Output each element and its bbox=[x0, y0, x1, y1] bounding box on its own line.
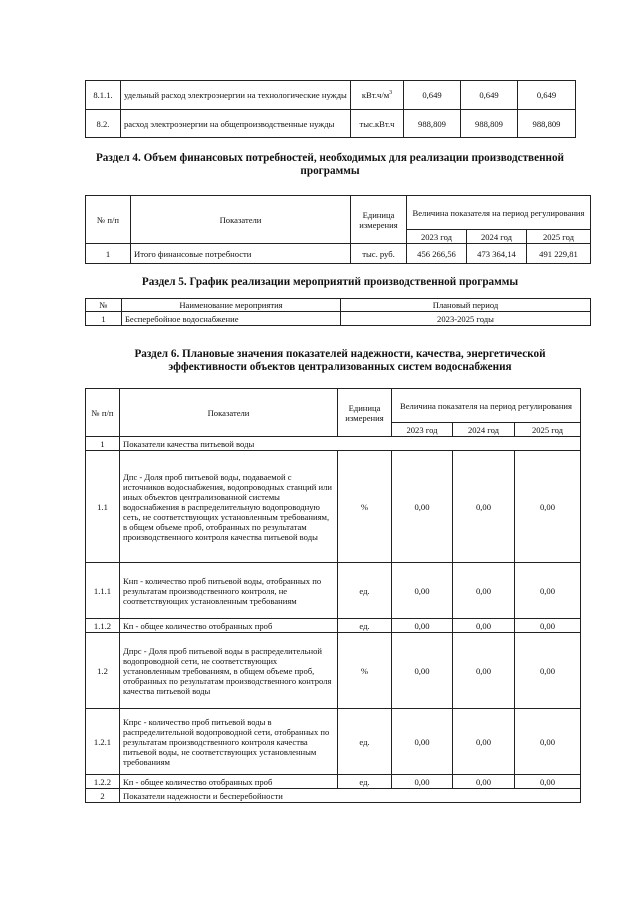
value-2023: 0,649 bbox=[404, 81, 461, 110]
value-2024: 0,00 bbox=[453, 709, 515, 775]
section5-title: Раздел 5. График реализации мероприятий производственной программы bbox=[141, 276, 519, 288]
value-2023: 0,00 bbox=[392, 709, 453, 775]
row-unit: ед. bbox=[338, 563, 392, 619]
row-unit: ед. bbox=[338, 709, 392, 775]
header-num: № п/п bbox=[86, 196, 131, 244]
row-unit: % bbox=[338, 451, 392, 563]
row-number: 1.2.1 bbox=[86, 709, 120, 775]
value-2025: 0,00 bbox=[515, 775, 581, 789]
table-row bbox=[86, 81, 576, 110]
table-quality bbox=[85, 388, 581, 803]
table-row bbox=[86, 563, 581, 619]
table-group-row bbox=[86, 789, 581, 803]
header-name: Показатели bbox=[120, 389, 338, 437]
table-energy bbox=[85, 80, 576, 138]
table-schedule bbox=[85, 298, 591, 326]
value-2025: 988,809 bbox=[518, 110, 576, 138]
value-2025: 0,00 bbox=[515, 633, 581, 709]
value-2025: 0,00 bbox=[515, 451, 581, 563]
value-2025: 0,00 bbox=[515, 563, 581, 619]
row-name: удельный расход электроэнергии на технологические нужды bbox=[121, 81, 351, 110]
row-name: расход электроэнергии на общепроизводственные нужды bbox=[121, 110, 351, 138]
value-2023: 0,00 bbox=[392, 563, 453, 619]
row-number: 1.1.2 bbox=[86, 619, 120, 633]
row-number: 1 bbox=[86, 312, 122, 326]
value-2025: 0,649 bbox=[518, 81, 576, 110]
header-unit: Единица измерения bbox=[338, 389, 392, 437]
section6-title: Раздел 6. Плановые значения показателей надежности, качества, энергетической эффективности объектов централизованных систем водоснабжения bbox=[134, 348, 546, 373]
value-2024: 0,649 bbox=[461, 81, 518, 110]
row-name: Итого финансовые потребности bbox=[131, 244, 351, 264]
header-name: Наименование мероприятия bbox=[122, 299, 341, 312]
header-num: № п/п bbox=[86, 389, 120, 437]
header-2023: 2023 год bbox=[407, 230, 467, 244]
row-number: 8.1.1. bbox=[86, 81, 121, 110]
value-2025: 491 229,81 bbox=[527, 244, 591, 264]
table-row bbox=[86, 451, 581, 563]
table-header-row bbox=[86, 299, 591, 312]
table-row bbox=[86, 633, 581, 709]
value-2023: 0,00 bbox=[392, 619, 453, 633]
group-name: Показатели надежности и бесперебойности bbox=[120, 789, 581, 803]
value-2025: 0,00 bbox=[515, 709, 581, 775]
table-finance bbox=[85, 195, 591, 264]
group-number: 1 bbox=[86, 437, 120, 451]
row-period: 2023-2025 годы bbox=[341, 312, 591, 326]
row-unit: $кВт.ч/м^3$ bbox=[351, 81, 404, 110]
group-name: Показатели качества питьевой воды bbox=[120, 437, 581, 451]
value-2023: 988,809 bbox=[404, 110, 461, 138]
row-number: 1.1 bbox=[86, 451, 120, 563]
header-period: Плановый период bbox=[341, 299, 591, 312]
row-unit: тыс. руб. bbox=[351, 244, 407, 264]
value-2024: 0,00 bbox=[453, 633, 515, 709]
table-row bbox=[86, 244, 591, 264]
value-2024: 0,00 bbox=[453, 451, 515, 563]
row-number: 1.1.1 bbox=[86, 563, 120, 619]
value-2024: 988,809 bbox=[461, 110, 518, 138]
row-name: Дпс - Доля проб питьевой воды, подаваемой с источников водоснабжения, водопроводных станций или иных объектов централизованной системы водоснабжения в распределительную водопроводную сеть, не соответствующих установленным требованиям, в общем объеме проб, отобранных по результатам производственного контроля качества питьевой воды bbox=[120, 451, 338, 563]
row-name: Кпрс - количество проб питьевой воды в распределительной водопроводной сети, отобранных по результатам производственного контроля качества питьевой воды, не соответствующих установленным требованиям bbox=[120, 709, 338, 775]
table-row bbox=[86, 709, 581, 775]
table-header-row bbox=[86, 196, 591, 230]
row-unit: тыс.кВт.ч bbox=[351, 110, 404, 138]
value-2024: 473 364,14 bbox=[467, 244, 527, 264]
value-2023: 0,00 bbox=[392, 775, 453, 789]
row-unit: ед. bbox=[338, 775, 392, 789]
table-row bbox=[86, 312, 591, 326]
row-name: Кп - общее количество отобранных проб bbox=[120, 619, 338, 633]
value-2024: 0,00 bbox=[453, 563, 515, 619]
header-period: Величина показателя на период регулирования bbox=[392, 389, 581, 423]
header-unit: Единица измерения bbox=[351, 196, 407, 244]
table-row bbox=[86, 619, 581, 633]
row-name: Бесперебойное водоснабжение bbox=[122, 312, 341, 326]
header-num: № bbox=[86, 299, 122, 312]
header-2024: 2024 год bbox=[453, 423, 515, 437]
row-number: 1.2 bbox=[86, 633, 120, 709]
header-2025: 2025 год bbox=[515, 423, 581, 437]
row-name: Кп - общее количество отобранных проб bbox=[120, 775, 338, 789]
value-2023: 0,00 bbox=[392, 633, 453, 709]
row-name: Дпрс - Доля проб питьевой воды в распределительной водопроводной сети, не соответствующих установленным требованиям, в общем объеме проб, отобранных по результатам производственного контроля качества питьевой воды bbox=[120, 633, 338, 709]
value-2024: 0,00 bbox=[453, 775, 515, 789]
value-2023: 0,00 bbox=[392, 451, 453, 563]
row-unit: ед. bbox=[338, 619, 392, 633]
header-2023: 2023 год bbox=[392, 423, 453, 437]
row-number: 1 bbox=[86, 244, 131, 264]
value-2023: 456 266,56 bbox=[407, 244, 467, 264]
table-row bbox=[86, 775, 581, 789]
header-2025: 2025 год bbox=[527, 230, 591, 244]
table-group-row bbox=[86, 437, 581, 451]
section4-title: Раздел 4. Объем финансовых потребностей, необходимых для реализации производственной программы bbox=[95, 152, 565, 177]
table-header-row bbox=[86, 389, 581, 423]
row-number: 8.2. bbox=[86, 110, 121, 138]
table-row bbox=[86, 110, 576, 138]
row-unit: % bbox=[338, 633, 392, 709]
header-name: Показатели bbox=[131, 196, 351, 244]
header-2024: 2024 год bbox=[467, 230, 527, 244]
header-period: Величина показателя на период регулирования bbox=[407, 196, 591, 230]
group-number: 2 bbox=[86, 789, 120, 803]
row-name: Кнп - количество проб питьевой воды, отобранных по результатам производственного контроля, не соответствующих установленным требованиям bbox=[120, 563, 338, 619]
row-number: 1.2.2 bbox=[86, 775, 120, 789]
value-2024: 0,00 bbox=[453, 619, 515, 633]
value-2025: 0,00 bbox=[515, 619, 581, 633]
